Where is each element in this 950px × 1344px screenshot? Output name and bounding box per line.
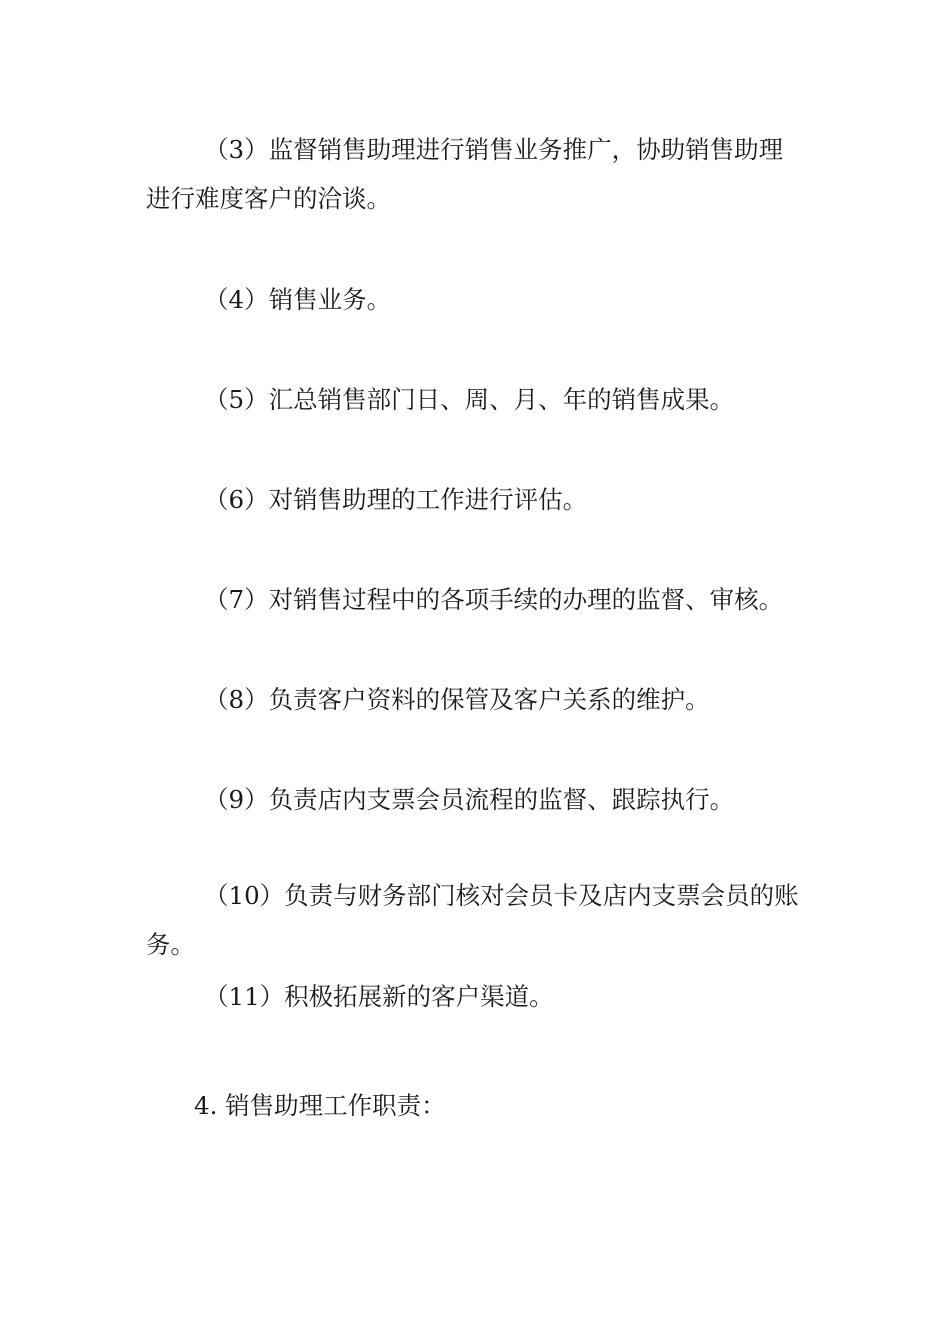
paragraph-item-10: （10）负责与财务部门核对会员卡及店内支票会员的账务。 (146, 881, 799, 959)
paragraph-item-11: （11）积极拓展新的客户渠道。 (204, 982, 554, 1011)
paragraph-item-7: （7）对销售过程中的各项手续的办理的监督、审核。 (204, 585, 784, 614)
paragraph-item-4: （4）销售业务。 (204, 285, 392, 314)
section-heading: 4. 销售助理工作职责： (194, 1091, 446, 1120)
paragraph-item-3: （3）监督销售助理进行销售业务推广，协助销售助理进行难度客户的洽谈。 (146, 135, 784, 213)
paragraph-item-6: （6）对销售助理的工作进行评估。 (204, 485, 588, 514)
paragraph-item-8: （8）负责客户资料的保管及客户关系的维护。 (204, 685, 710, 714)
paragraph-item-9: （9）负责店内支票会员流程的监督、跟踪执行。 (204, 785, 735, 814)
paragraph-item-5: （5）汇总销售部门日、周、月、年的销售成果。 (204, 385, 735, 414)
